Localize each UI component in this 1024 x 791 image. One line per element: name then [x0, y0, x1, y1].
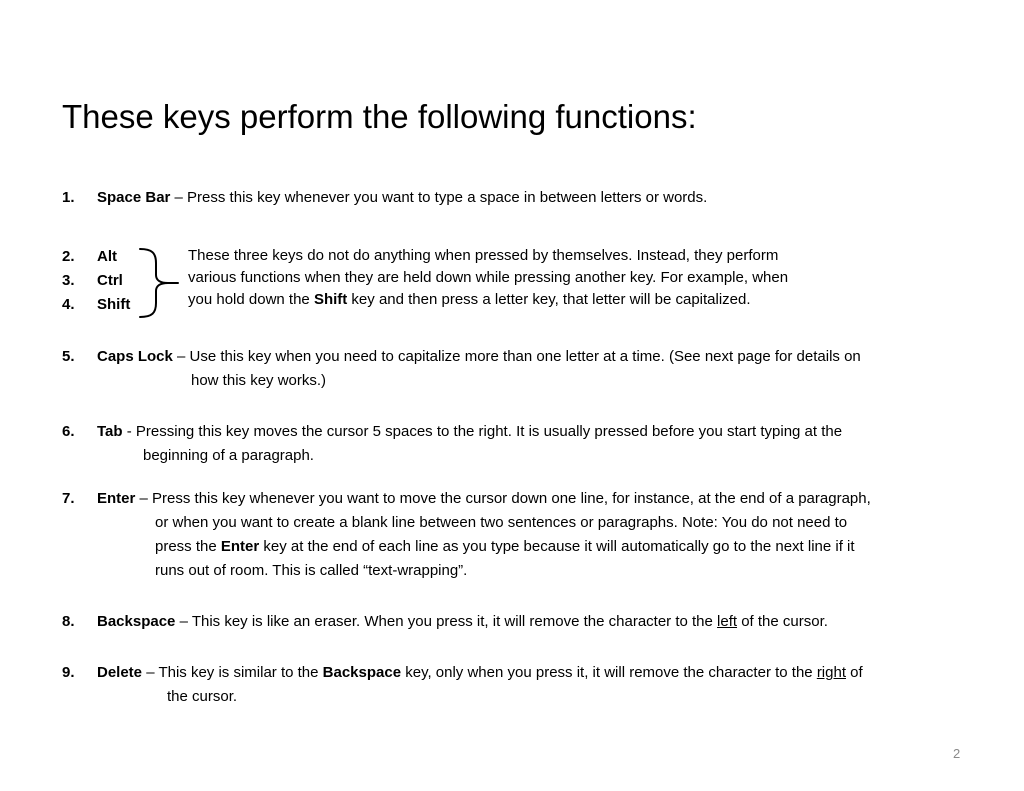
curly-brace-icon — [138, 247, 182, 319]
key-name: Alt — [97, 248, 117, 265]
underlined-word: right — [816, 664, 846, 681]
page-number: 2 — [953, 746, 961, 761]
item-number: 7. — [62, 490, 75, 507]
key-name: Ctrl — [97, 272, 123, 289]
key-name: Shift — [313, 291, 348, 308]
key-name: Tab — [97, 423, 123, 440]
item-number: 6. — [62, 423, 75, 440]
list-item-caps-lock — [62, 345, 861, 393]
list-item-backspace — [62, 610, 828, 634]
key-name: Enter — [220, 538, 260, 555]
key-name: Caps Lock — [97, 348, 173, 365]
item-text: – Press this key whenever you want to move the cursor down one line, for instance, at the end of a paragraph, — [135, 490, 871, 507]
item-text-continued: or when you want to create a blank line between two sentences or paragraphs. Note: You do not need to — [155, 514, 848, 531]
description-line: various functions when they are held down while pressing another key. For example, when — [188, 269, 789, 286]
item-text: of the cursor. — [737, 613, 828, 630]
item-text-continued: the cursor. — [167, 688, 238, 705]
item-text: – Press this key whenever you want to type a space in between letters or words. — [170, 189, 708, 206]
item-text-continued: how this key works.) — [191, 372, 327, 389]
modifier-keys-description — [188, 245, 788, 311]
key-name: Enter — [97, 490, 136, 507]
key-name: Space Bar — [97, 189, 171, 206]
item-number: 9. — [62, 664, 75, 681]
item-text-continued: press the — [155, 538, 221, 555]
item-number: 1. — [62, 189, 75, 206]
key-name: Backspace — [97, 613, 176, 630]
item-number: 2. — [62, 248, 75, 265]
slide-title: These keys perform the following functions: — [62, 98, 697, 135]
item-text: of — [846, 664, 863, 681]
item-text: – Use this key when you need to capitalize more than one letter at a time. (See next page for details on — [172, 348, 861, 365]
description-text: you hold down the — [188, 291, 314, 308]
item-text: - Pressing this key moves the cursor 5 spaces to the right. It is usually pressed before you start typing at the — [122, 423, 843, 440]
list-item-tab — [62, 420, 843, 468]
item-text: – This key is similar to the — [142, 664, 323, 681]
item-number: 4. — [62, 296, 75, 313]
item-number: 5. — [62, 348, 75, 365]
item-text-continued: beginning of a paragraph. — [143, 447, 314, 464]
key-name: Backspace — [322, 664, 402, 681]
item-number: 3. — [62, 272, 75, 289]
list-item-delete — [62, 661, 863, 709]
item-text-continued: key at the end of each line as you type because it will automatically go to the next line if it — [259, 538, 855, 555]
item-text: – This key is like an eraser. When you press it, it will remove the character to the — [175, 613, 718, 630]
list-item-space-bar — [62, 186, 708, 210]
key-name: Delete — [97, 664, 143, 681]
list-item-enter — [62, 487, 871, 583]
description-text: key and then press a letter key, that letter will be capitalized. — [347, 291, 751, 308]
underlined-word: left — [717, 613, 738, 630]
item-number: 8. — [62, 613, 75, 630]
description-line: These three keys do not do anything when pressed by themselves. Instead, they perform — [188, 247, 779, 264]
item-text: key, only when you press it, it will remove the character to the — [401, 664, 817, 681]
key-name: Shift — [97, 296, 131, 313]
item-text-continued: runs out of room. This is called “text-wrapping”. — [155, 562, 468, 579]
